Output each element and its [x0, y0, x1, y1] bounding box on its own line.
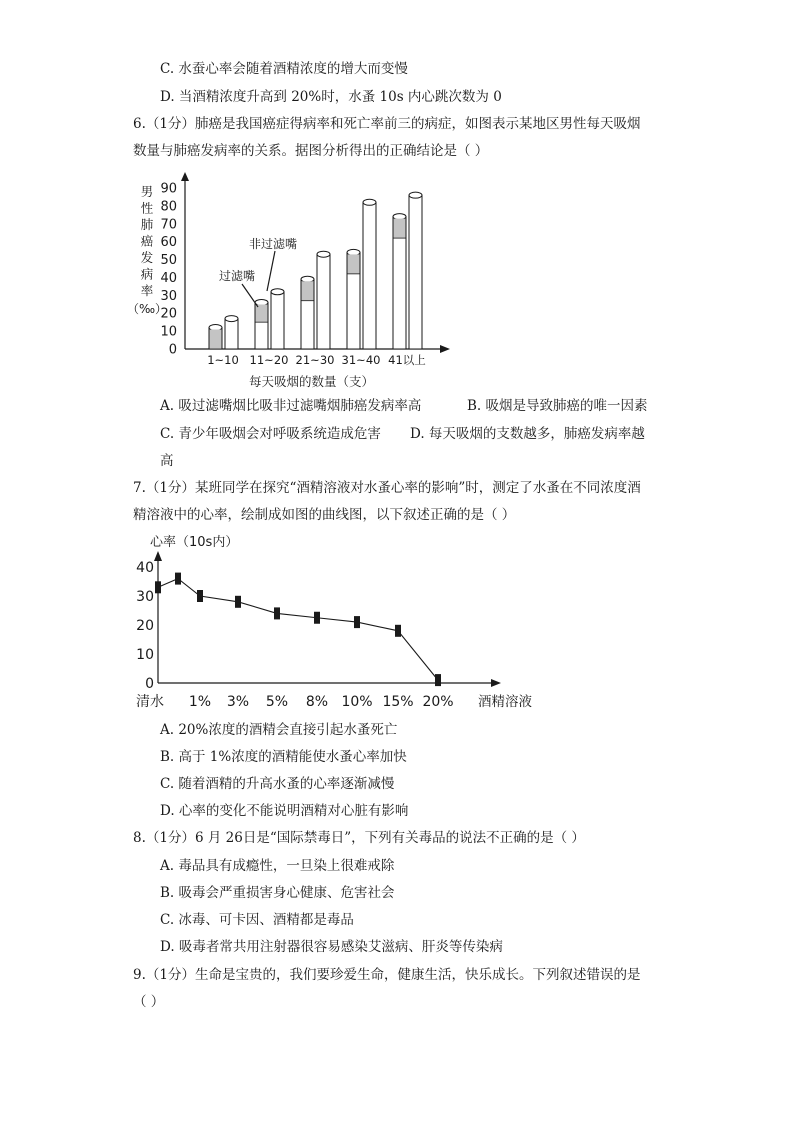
data-point-marker — [314, 612, 320, 624]
y-tick-label: 0 — [145, 676, 154, 692]
q5-option-d: D. 当酒精浓度升高到 20%时，水蚤 10s 内心跳次数为 0 — [160, 89, 502, 105]
q7-option-c: C. 随着酒精的升高水蚤的心率逐渐减慢 — [160, 776, 395, 792]
x-category-label: 3% — [226, 694, 250, 710]
q7-option-b: B. 高于 1%浓度的酒精能使水蚤心率加快 — [160, 749, 407, 765]
bar-non-filter — [409, 195, 422, 349]
x-category-label: 清水 — [136, 694, 164, 710]
legend-filter: 过滤嘴 — [219, 269, 256, 283]
data-point-marker — [435, 674, 441, 686]
y-tick-label: 20 — [136, 618, 154, 634]
bar-non-filter-cap — [363, 199, 376, 205]
bar-non-filter-cap — [409, 192, 422, 198]
q9-stem-line2: （ ） — [133, 994, 165, 1010]
lung-cancer-bar-chart — [125, 168, 470, 396]
data-point-marker — [354, 616, 360, 628]
y-tick-label: 10 — [136, 647, 154, 663]
y-tick-label: 10 — [160, 324, 177, 340]
bar-non-filter — [363, 202, 376, 349]
x-axis-title: 酒精溶液 — [478, 694, 532, 710]
y-tick-label: 50 — [160, 253, 177, 269]
q5-option-c: C. 水蚕心率会随着酒精浓度的增大而变慢 — [160, 61, 408, 77]
y-tick-label: 40 — [160, 270, 177, 286]
x-category-label: 5% — [265, 694, 289, 710]
y-tick-label: 70 — [160, 217, 177, 233]
y-axis-label-char: 肺 — [140, 217, 154, 232]
q7-stem-line2: 精溶液中的心率，绘制成如图的曲线图，以下叙述正确的是（ ） — [133, 507, 516, 523]
x-category-label: 10% — [341, 694, 373, 710]
q6-option-d: D. 每天吸烟的支数越多，肺癌发病率越 — [410, 426, 645, 442]
y-tick-label: 30 — [136, 589, 154, 605]
q6-option-a: A. 吸过滤嘴烟比吸非过滤嘴烟肺癌发病率高 — [160, 398, 422, 414]
y-tick-label: 90 — [160, 181, 177, 197]
y-axis-arrow — [154, 551, 162, 561]
data-point-marker — [197, 590, 203, 602]
y-axis-label-char: 病 — [140, 266, 154, 282]
y-tick-label: 20 — [160, 306, 177, 322]
y-tick-label: 60 — [160, 235, 177, 251]
q6-option-c: C. 青少年吸烟会对呼吸系统造成危害 — [160, 426, 381, 442]
y-axis-label-char: 癌 — [140, 233, 154, 249]
legend-non-filter: 非过滤嘴 — [249, 237, 298, 251]
q6-option-d-continued: 高 — [160, 453, 174, 469]
bar-non-filter — [225, 319, 238, 349]
x-axis-title: 每天吸烟的数量（支） — [249, 374, 375, 389]
x-category-label: 21~30 — [295, 353, 335, 367]
x-category-label: 11~20 — [249, 353, 289, 367]
y-tick-label: 40 — [136, 560, 154, 576]
y-tick-label: 0 — [168, 342, 177, 358]
x-axis-arrow — [491, 679, 501, 687]
heart-rate-line-chart — [130, 530, 550, 715]
y-axis-label-char: 性 — [140, 200, 154, 216]
bar-filter-shaded — [394, 219, 406, 238]
y-axis-label-char: 男 — [140, 184, 154, 199]
x-category-label: 20% — [422, 694, 454, 710]
bar-non-filter-cap — [317, 251, 330, 257]
q8-option-c: C. 冰毒、可卡因、酒精都是毒品 — [160, 912, 354, 928]
bar-filter-shaded — [348, 254, 360, 273]
bar-non-filter-cap — [271, 289, 284, 295]
x-category-label: 1% — [188, 694, 212, 710]
y-axis-label-char: 发 — [140, 250, 154, 265]
data-point-marker — [175, 573, 181, 585]
y-axis-label-char: 率 — [140, 283, 154, 298]
q7-option-a: A. 20%浓度的酒精会直接引起水蚤死亡 — [160, 722, 398, 738]
q6-stem-line2: 数量与肺癌发病率的关系。据图分析得出的正确结论是（ ） — [133, 143, 489, 159]
data-point-marker — [274, 607, 280, 619]
y-axis-arrow — [181, 172, 189, 181]
data-point-marker — [155, 581, 161, 593]
bar-filter-shaded — [256, 304, 268, 322]
y-axis-title: 心率（10s内） — [150, 535, 239, 550]
y-tick-label: 30 — [160, 288, 177, 304]
x-category-label: 15% — [382, 694, 414, 710]
bar-filter-shaded — [210, 330, 222, 349]
bar-filter-shaded — [302, 281, 314, 300]
bar-non-filter — [317, 254, 330, 349]
q8-option-a: A. 毒品具有成瘾性，一旦染上很难戒除 — [160, 858, 395, 874]
bar-non-filter-cap — [225, 316, 238, 322]
q8-option-b: B. 吸毒会严重损害身心健康、危害社会 — [160, 885, 395, 901]
x-category-label: 31~40 — [341, 353, 381, 367]
q9-stem-line1: 9.（1分）生命是宝贵的，我们要珍爱生命，健康生活，快乐成长。下列叙述错误的是 — [133, 967, 641, 983]
q8-option-d: D. 吸毒者常共用注射器很容易感染艾滋病、肝炎等传染病 — [160, 939, 503, 955]
q7-option-d: D. 心率的变化不能说明酒精对心脏有影响 — [160, 803, 409, 819]
q7-stem-line1: 7.（1分）某班同学在探究“酒精溶液对水蚤心率的影响”时，测定了水蚤在不同浓度酒 — [133, 480, 641, 496]
x-category-label: 41以上 — [388, 353, 426, 367]
x-category-label: 8% — [305, 694, 329, 710]
q8-stem: 8.（1分）6 月 26日是“国际禁毒日”，下列有关毒品的说法不正确的是（ ） — [133, 830, 585, 846]
y-tick-label: 80 — [160, 199, 177, 215]
y-axis-unit: （‰） — [126, 302, 168, 316]
q6-stem-line1: 6.（1分）肺癌是我国癌症得病率和死亡率前三的病症，如图表示某地区男性每天吸烟 — [133, 116, 641, 132]
data-point-marker — [395, 625, 401, 637]
x-category-label: 1~10 — [207, 353, 239, 367]
data-point-marker — [235, 596, 241, 608]
bar-non-filter — [271, 292, 284, 349]
x-axis-arrow — [440, 345, 450, 353]
q6-option-b: B. 吸烟是导致肺癌的唯一因素 — [467, 398, 648, 414]
